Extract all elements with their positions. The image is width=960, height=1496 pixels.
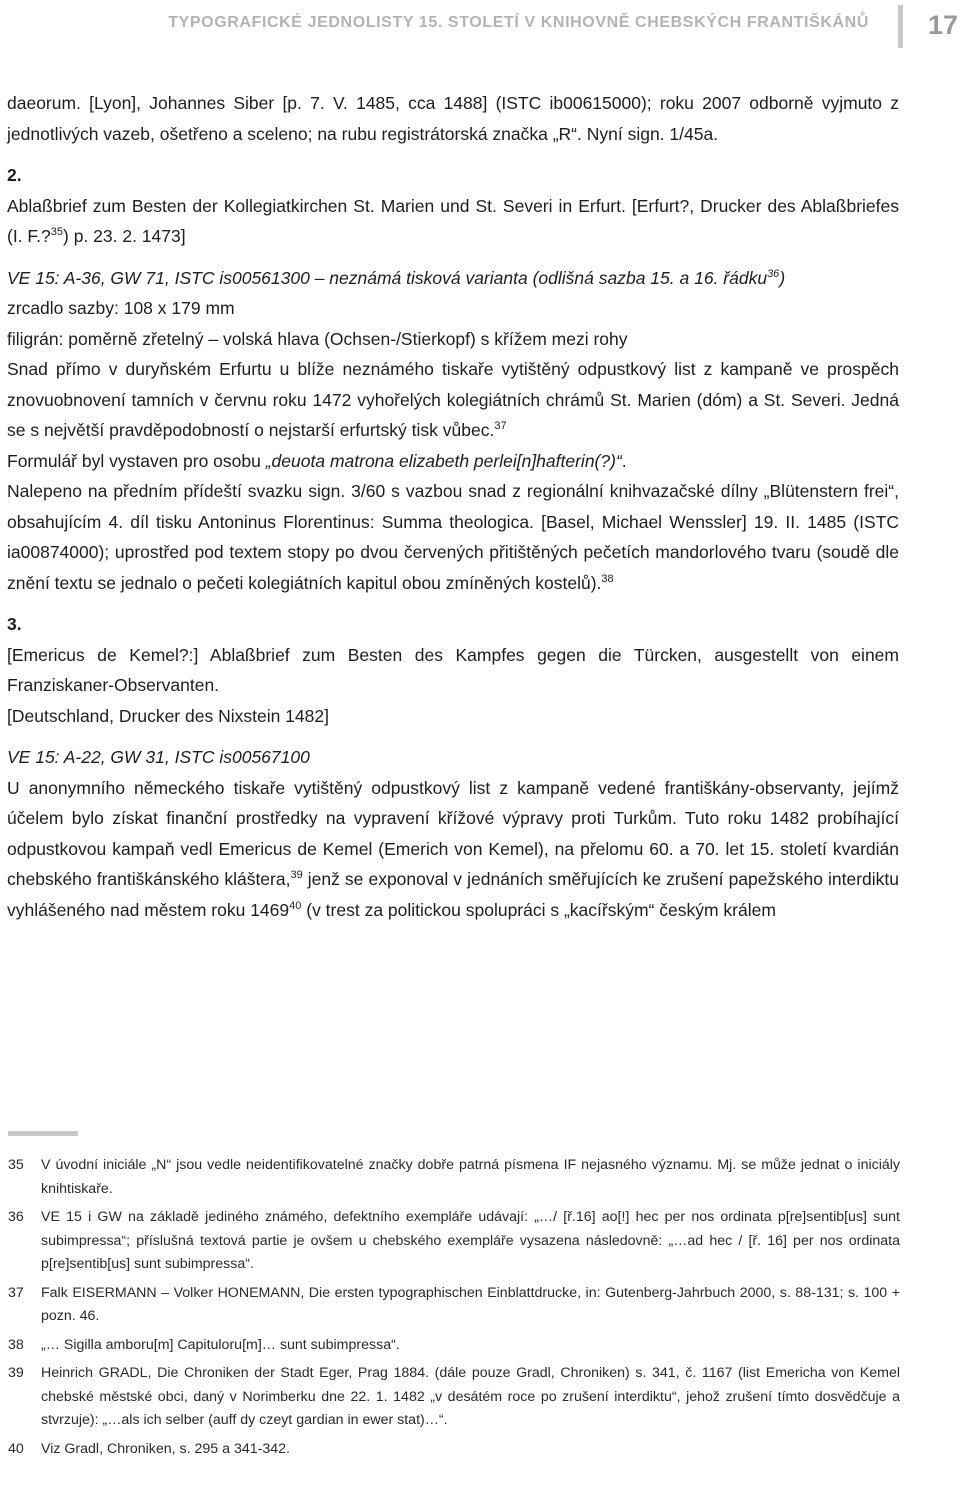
entry-2-number: 2. [7,165,22,185]
main-text [7,88,899,925]
footnote-number: 38 [8,1336,24,1353]
footnote-ref-39[interactable]: 39 [290,869,303,881]
intro-paragraph: daeorum. [Lyon], Johannes Siber [p. 7. V. 1485, cca 1488] (ISTC ib00615000); roku 2007 odborně vyjmuto z jednotlivých vazeb, ošetřeno a sceleno; na rubu registrátorská značka „R“. Nyní sign. 1/45a. [7,93,899,144]
footnote-36 [8,1206,900,1277]
footnote-40 [8,1438,900,1462]
running-title: TYPOGRAFICKÉ JEDNOLISTY 15. STOLETÍ V KNIHOVNĚ CHEBSKÝCH FRANTIŠKÁNŮ [168,14,869,31]
entry-3-description: U anonymního německého tiskaře vytištěný odpustkový list z kampaně vedené františkány-observanty, jejímž účelem bylo získat finanční prostředky na vypravení křížové výpravy proti Turkům. Tuto roku 1482 probíhající odpustkovou kampaň vedl Emericus de Kemel (Emerich von Kemel), na přelomu 60. a 70. let 15. století kvardián chebského františkánského kláštera,$^{39}$ jenž se exponoval v jednáních směřujících ke zrušení papežského interdiktu vyhlášeného nad městem roku 1469$^{40}$ (v trest za politickou spolupráci s „kacířským“ českým králem [7,777,900,920]
entry-2-formular: Formulář byl vystaven pro osobu „deuota matrona elizabeth perlei[n]hafterin(?)“. [7,450,627,471]
footnote-text: Viz Gradl, Chroniken, s. 295 a 341-342. [41,1440,290,1457]
footnote-ref-37[interactable]: 37 [494,420,507,432]
footnote-number: 36 [8,1209,24,1225]
footnotes [8,1154,900,1466]
footnote-number: 37 [8,1284,24,1301]
footnote-number: 40 [8,1440,24,1457]
entry-3-printer: [Deutschland, Drucker des Nixstein 1482] [7,705,329,726]
entry-2-watermark: filigrán: poměrně zřetelný – volská hlava (Ochsen-/Stierkopf) s křížem mezi rohy [7,328,628,349]
entry-3-title: [Emericus de Kemel?:] Ablaßbrief zum Besten des Kampfes gegen die Türcken, ausgestellt von einem Franziskaner-Observanten. [7,644,899,695]
footnote-38 [8,1334,900,1358]
footnote-separator [8,1131,78,1136]
entry-3-number: 3. [7,614,22,634]
footnote-ref-36[interactable]: 36 [767,267,780,280]
footnote-35 [8,1154,900,1201]
footnote-text: VE 15 i GW na základě jediného známého, defektního exempláře udávají: „…/ [ř.16] ao[!] hec per nos ordinata p[re]sentib[us] sunt subimpressa“; příslušná textová partie je ovšem u chebského exempláře vysazena následovně: „…ad hec / [ř. 16] per nos ordinata p[re]sentib[us] sunt subimpressa“. [41,1209,900,1272]
footnote-ref-38[interactable]: 38 [601,572,614,585]
running-header [0,0,960,60]
entry-2-title: Ablaßbrief zum Besten der Kollegiatkirchen St. Marien und St. Severi in Erfurt. [Erfurt?, Drucker des Ablaßbriefes (I. F.?$^{35}$) p. 23. 2. 1473] [7,195,899,246]
footnote-39 [8,1362,900,1433]
entry-2-description: Snad přímo v duryňském Erfurtu u blíže neznámého tiskaře vytištěný odpustkový list z kampaně ve prospěch znovuobnovení tamních v červnu roku 1472 vyhořelých kolegiátních chrámů St. Marien (dóm) a St. Severi. Jedná se s největší pravděpodobností o nejstarší erfurtský tisk vůbec.$^{37}$ [7,359,899,440]
footnote-text: Heinrich GRADL, Die Chroniken der Stadt Eger, Prag 1884. (dále pouze Gradl, Chroniken) s. 341, č. 1167 (list Emericha von Kemel chebské městské obci, daný v Norimberku dne 22. 1. 1482 „v desátém roce po zrušení interdiktu“, jehož zrušení tímto dosvědčuje a stvrzuje): „…als ich selber (auff dy czeyt gardian in ewer stat)…“. [41,1365,900,1428]
page-number: 17 [927,10,958,40]
footnote-text: „… Sigilla amboru[m] Capituloru[m]… sunt subimpressa“. [41,1336,400,1353]
entry-3-reference: VE 15: A-22, GW 31, ISTC is00567100 [7,747,310,767]
entry-2-pasted: Nalepeno na předním přídeští svazku sign. 3/60 s vazbou snad z regionální knihvazačské dílny „Blütenstern frei“, obsahujícím 4. díl tisku Antoninus Florentinus: Summa theologica. [Basel, Michael Wenssler] 19. II. 1485 (ISTC ia00874000); uprostřed pod textem stopy po dvou červených přitištěných pečetích mandorlového tvaru (soudě dle znění textu se jednalo o pečeti kolegiátních kapitul obou zmíněných kostelů).$^{38}$ [7,481,899,593]
footnote-number: 39 [8,1365,24,1381]
entry-2-reference: VE 15: A-36, GW 71, ISTC is00561300 – neznámá tisková varianta (odlišná sazba 15. a 16. řádku$^{36}$) [7,267,786,288]
footnote-number: 35 [8,1157,24,1173]
entry-2-mirror: zrcadlo sazby: 108 x 179 mm [7,298,235,318]
footnote-ref-40[interactable]: 40 [289,899,302,912]
footnote-37 [8,1282,900,1329]
header-divider [898,5,903,48]
footnote-text: Falk EISERMANN – Volker HONEMANN, Die ersten typographischen Einblattdrucke, in: Gutenberg-Jahrbuch 2000, s. 88-131; s. 100 + pozn. 46. [41,1284,900,1324]
footnote-ref-35[interactable]: 35 [50,226,64,238]
footnote-text: V úvodní iniciále „N“ jsou vedle neidentifikovatelné značky dobře patrná písmena IF nejasného významu. Mj. se může jednat o iniciály knihtiskaře. [41,1157,900,1197]
